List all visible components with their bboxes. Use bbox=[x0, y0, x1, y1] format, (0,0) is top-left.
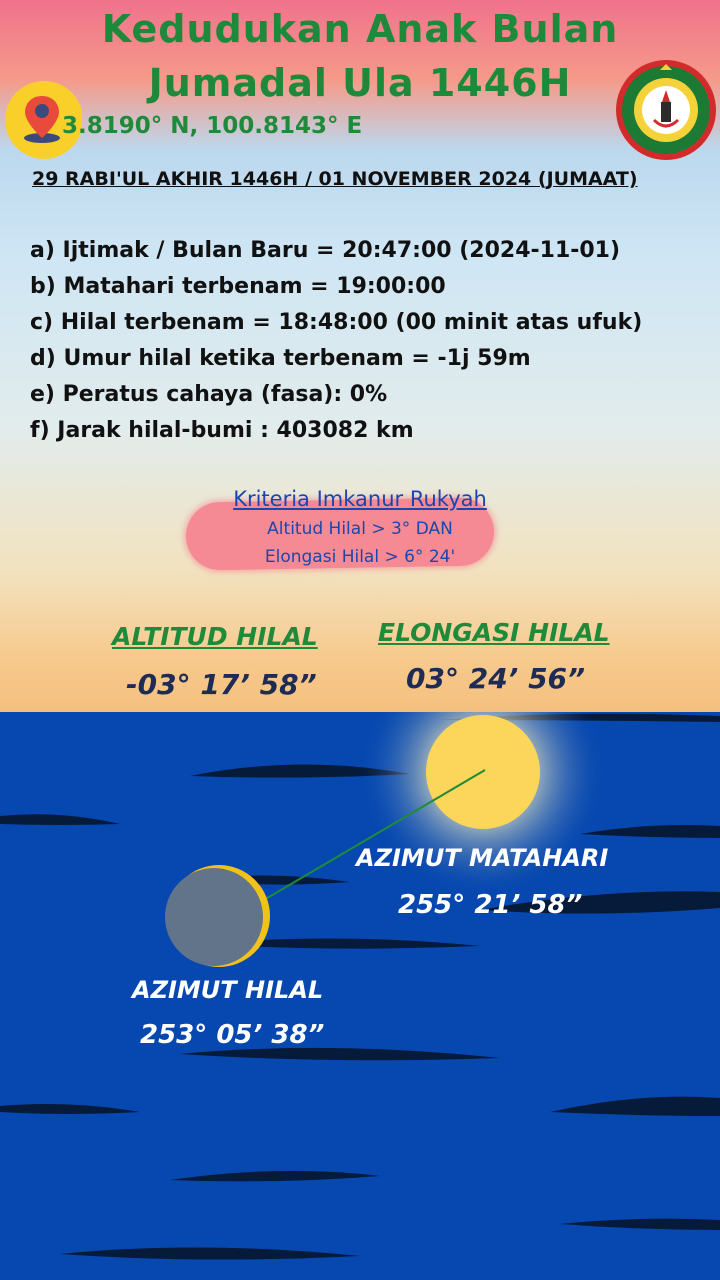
wave-stroke bbox=[0, 1104, 140, 1114]
elongasi-hilal-value: 03° 24’ 56” bbox=[406, 662, 586, 695]
moon-disc-icon bbox=[165, 868, 263, 966]
azimut-hilal-label: AZIMUT HILAL bbox=[132, 976, 324, 1004]
fact-jarak-hilal-bumi: f) Jarak hilal-bumi : 403082 km bbox=[30, 418, 414, 443]
wave-stroke bbox=[560, 1219, 720, 1230]
jabatan-mufti-seal-icon bbox=[614, 58, 718, 162]
fact-ijtimak: a) Ijtimak / Bulan Baru = 20:47:00 (2024-11-01) bbox=[30, 238, 621, 263]
fact-matahari-terbenam: b) Matahari terbenam = 19:00:00 bbox=[30, 274, 446, 299]
sea-scene bbox=[0, 712, 720, 1280]
altitud-hilal-label: ALTITUD HILAL bbox=[112, 622, 318, 651]
azimut-matahari-label: AZIMUT MATAHARI bbox=[356, 844, 609, 872]
kriteria-title: Kriteria Imkanur Rukyah bbox=[233, 487, 487, 511]
wave-stroke bbox=[170, 1171, 380, 1181]
wave-stroke bbox=[580, 825, 720, 838]
azimut-hilal-value: 253° 05’ 38” bbox=[140, 1020, 325, 1050]
elongasi-hilal-label: ELONGASI HILAL bbox=[378, 618, 610, 647]
azimut-matahari-value: 255° 21’ 58” bbox=[398, 890, 583, 920]
fact-hilal-terbenam: c) Hilal terbenam = 18:48:00 (00 minit atas ufuk) bbox=[30, 310, 643, 335]
kriteria-line-2: Elongasi Hilal > 6° 24' bbox=[264, 547, 456, 567]
kriteria-line-1: Altitud Hilal > 3° DAN bbox=[267, 519, 453, 539]
facts-list bbox=[30, 233, 642, 449]
coordinates-text: 3.8190° N, 100.8143° E bbox=[62, 113, 363, 139]
hijri-gregorian-date: 29 RABI'UL AKHIR 1446H / 01 NOVEMBER 2024 (JUMAAT) bbox=[32, 168, 638, 190]
wave-stroke bbox=[550, 1097, 720, 1116]
wave-stroke bbox=[60, 1247, 360, 1259]
title-line-2: Jumadal Ula 1446H bbox=[148, 61, 572, 105]
title-line-1: Kedudukan Anak Bulan bbox=[101, 7, 619, 51]
wave-stroke bbox=[0, 814, 120, 825]
fact-umur-hilal: d) Umur hilal ketika terbenam = -1j 59m bbox=[30, 346, 531, 371]
altitud-hilal-value: -03° 17’ 58” bbox=[126, 668, 317, 701]
fact-peratus-cahaya: e) Peratus cahaya (fasa): 0% bbox=[30, 382, 388, 407]
